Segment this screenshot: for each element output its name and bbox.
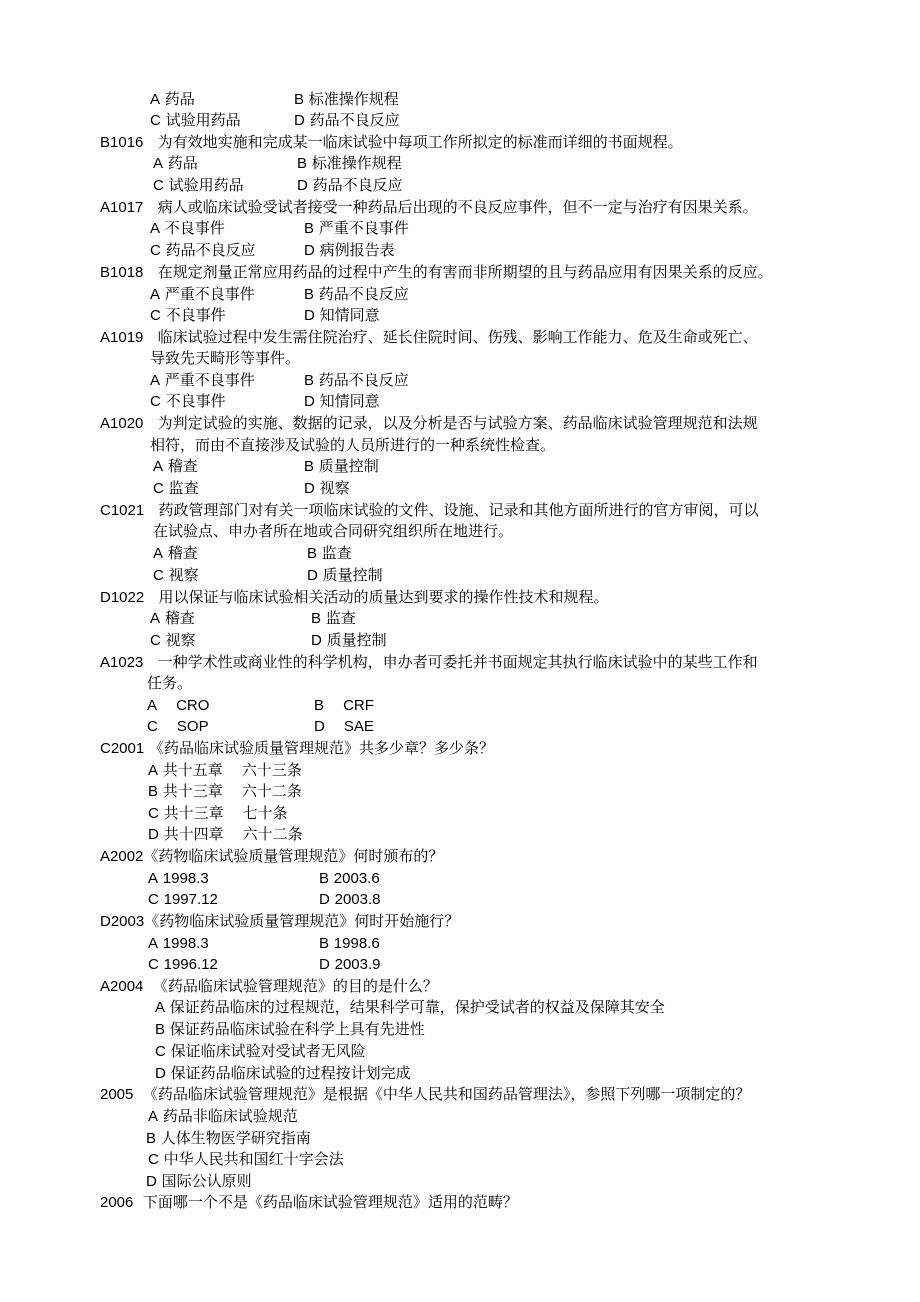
text-line: A 稽查 bbox=[153, 457, 198, 475]
text-line: A 共十五章 六十三条 bbox=[148, 761, 302, 779]
text-line: D SAE bbox=[314, 718, 374, 735]
text-line: A2002《药物临床试验质量管理规范》何时颁布的？ bbox=[100, 847, 444, 865]
text-line: B1016 为有效地实施和完成某一临床试验中每项工作所拟定的标准而详细的书面规程。 bbox=[100, 133, 683, 151]
text-line: A 不良事件 bbox=[150, 219, 225, 237]
text-line: C 不良事件 bbox=[150, 392, 226, 410]
text-line: A 药品 bbox=[150, 90, 195, 108]
text-line: B 药品不良反应 bbox=[304, 371, 409, 389]
text-line: C1021 药政管理部门对有关一项临床试验的文件、设施、记录和其他方面所进行的官方审阅，可以 bbox=[100, 501, 759, 519]
text-line: A CRO bbox=[147, 697, 210, 714]
text-line: A 1998.3 bbox=[148, 870, 209, 887]
text-line: D 保证药品临床试验的过程按计划完成 bbox=[155, 1064, 411, 1082]
text-line: 任务。 bbox=[147, 674, 193, 692]
text-line: A 药品 bbox=[153, 154, 198, 172]
text-line: B 质量控制 bbox=[304, 457, 379, 475]
text-line: A1020 为判定试验的实施、数据的记录，以及分析是否与试验方案、药品临床试验管理规范和法规 bbox=[100, 414, 758, 432]
text-line: A2004 《药品临床试验管理规范》的目的是什么？ bbox=[100, 977, 438, 995]
text-line: C 1996.12 bbox=[148, 956, 218, 973]
text-line: 2006 下面哪一个不是《药品临床试验管理规范》适用的范畴？ bbox=[100, 1193, 518, 1211]
text-line: B 药品不良反应 bbox=[304, 285, 409, 303]
text-line: A1017 病人或临床试验受试者接受一种药品后出现的不良反应事件，但不一定与治疗有因果关系。 bbox=[100, 198, 758, 216]
text-line: A 1998.3 bbox=[148, 935, 209, 952]
text-line: C 监查 bbox=[153, 479, 199, 497]
text-line: 在试验点、申办者所在地或合同研究组织所在地进行。 bbox=[153, 522, 514, 540]
text-line: 相符，而由不直接涉及试验的人员所进行的一种系统性检查。 bbox=[150, 436, 556, 454]
text-line: C 视察 bbox=[150, 631, 196, 649]
text-line: B 标准操作规程 bbox=[294, 90, 399, 108]
text-line: B1018 在规定剂量正常应用药品的过程中产生的有害而非所期望的且与药品应用有因果关系的反应。 bbox=[100, 263, 773, 281]
text-line: D 药品不良反应 bbox=[297, 176, 403, 194]
text-line: D2003《药物临床试验质量管理规范》何时开始施行？ bbox=[100, 912, 460, 930]
text-line: D 2003.9 bbox=[319, 956, 381, 973]
text-line: A 稽查 bbox=[153, 544, 198, 562]
text-line: D 2003.8 bbox=[319, 891, 381, 908]
text-line: C 试验用药品 bbox=[153, 176, 244, 194]
text-line: A1023 一种学术性或商业性的科学机构，申办者可委托并书面规定其执行临床试验中的某些工作和 bbox=[100, 653, 758, 671]
text-line: D 知情同意 bbox=[304, 392, 380, 410]
text-line: A 严重不良事件 bbox=[150, 371, 255, 389]
text-line: B 共十三章 六十二条 bbox=[148, 782, 302, 800]
text-line: A 稽查 bbox=[150, 609, 195, 627]
text-line: A1019 临床试验过程中发生需住院治疗、延长住院时间、伤残、影响工作能力、危及生命或死亡、 bbox=[100, 328, 758, 346]
text-line: B CRF bbox=[314, 697, 374, 714]
text-line: B 2003.6 bbox=[319, 870, 380, 887]
text-line: C SOP bbox=[147, 718, 209, 735]
text-line: 2005 《药品临床试验管理规范》是根据《中华人民共和国药品管理法》，参照下列哪一项制定的？ bbox=[100, 1085, 751, 1103]
text-line: D 病例报告表 bbox=[304, 241, 395, 259]
text-line: C 保证临床试验对受试者无风险 bbox=[155, 1042, 366, 1060]
text-line: B 监查 bbox=[307, 544, 352, 562]
text-line: 导致先天畸形等事件。 bbox=[150, 349, 301, 367]
text-line: C 不良事件 bbox=[150, 306, 226, 324]
text-line: B 严重不良事件 bbox=[304, 219, 409, 237]
text-line: D1022 用以保证与临床试验相关活动的质量达到要求的操作性技术和规程。 bbox=[100, 588, 609, 606]
text-line: C 1997.12 bbox=[148, 891, 218, 908]
text-line: C 共十三章 七十条 bbox=[148, 804, 288, 822]
text-line: B 标准操作规程 bbox=[297, 154, 402, 172]
text-line: C 视察 bbox=[153, 566, 199, 584]
text-line: A 保证药品临床的过程规范，结果科学可靠，保护受试者的权益及保障其安全 bbox=[155, 998, 665, 1016]
text-line: A 药品非临床试验规范 bbox=[148, 1107, 298, 1125]
text-line: D 视察 bbox=[304, 479, 350, 497]
text-line: B 人体生物医学研究指南 bbox=[146, 1129, 311, 1147]
text-line: D 药品不良反应 bbox=[294, 111, 400, 129]
text-line: C 中华人民共和国红十字会法 bbox=[148, 1150, 344, 1168]
text-line: B 保证药品临床试验在科学上具有先进性 bbox=[155, 1020, 425, 1038]
text-line: A 严重不良事件 bbox=[150, 285, 255, 303]
text-line: D 共十四章 六十二条 bbox=[148, 825, 303, 843]
text-line: C2001 《药品临床试验质量管理规范》共多少章？多少条？ bbox=[100, 739, 494, 757]
text-line: D 质量控制 bbox=[307, 566, 383, 584]
text-line: C 药品不良反应 bbox=[150, 241, 256, 259]
text-line: D 国际公认原则 bbox=[146, 1172, 252, 1190]
text-line: D 知情同意 bbox=[304, 306, 380, 324]
text-line: D 质量控制 bbox=[311, 631, 387, 649]
text-line: B 监查 bbox=[311, 609, 356, 627]
text-line: B 1998.6 bbox=[319, 935, 380, 952]
text-line: C 试验用药品 bbox=[150, 111, 241, 129]
